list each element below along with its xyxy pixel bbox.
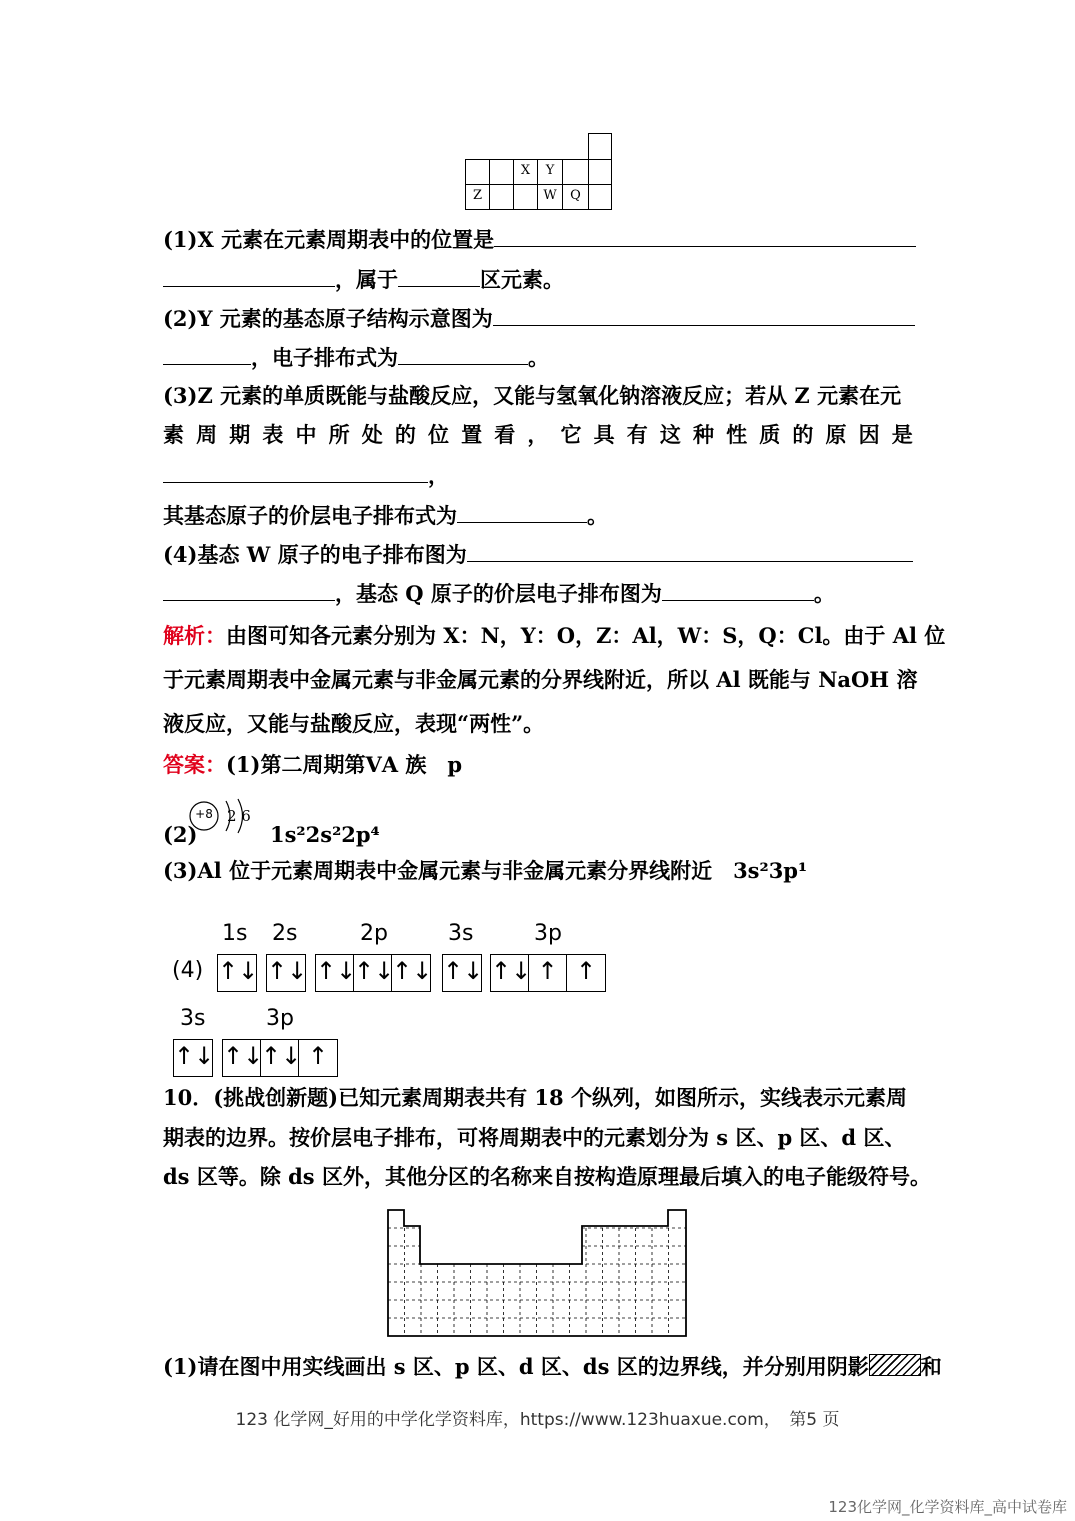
q3-line2-char: 表 [262,422,284,447]
electron-arrow-icon: ↑↓ [392,957,433,985]
orbital-label-1s: 1s [222,921,248,946]
q4-line2: ，基态 Q 原子的价层电子排布图为 。 [163,578,835,609]
answer-blank[interactable] [494,224,916,247]
answer-line1: 答案：(1)第二周期第ⅤA 族 p [163,752,463,777]
answer-blank[interactable] [398,342,528,365]
q3-line2-char: 处 [361,422,383,447]
q3-line1: (3)Z 元素的单质既能与盐酸反应，又能与氢氧化钠溶液反应；若从 Z 元素在元 [163,383,902,408]
q3-line2-char: 因 [858,422,880,447]
electron-arrow-icon: ↑↓ [174,1042,215,1070]
answer-blank[interactable] [457,500,587,523]
q3-line2-char: 期 [229,422,251,447]
q3-line2-char: 的 [792,422,814,447]
q10-sub1: (1)请在图中用实线画出 s 区、p 区、d 区、ds 区的边界线，并分别用阴影 和 [163,1354,942,1379]
analysis-line1: 解析：由图可知各元素分别为 X：N，Y：O，Z：Al，W：S，Q：Cl。由于 Al 位 [163,623,946,648]
cell-x: X [513,159,538,185]
q3-line3: ， [163,460,449,491]
q3-line2-char: 这 [659,422,681,447]
q3-line2-char: 它 [560,422,582,447]
q3-line2-char: 性 [726,422,748,447]
electron-arrow-icon: ↑↓ [354,957,395,985]
q4-line1: (4)基态 W 原子的电子排布图为 [163,539,913,570]
analysis-line2: 于元素周期表中金属元素与非金属元素的分界线附近，所以 Al 既能与 NaOH 溶 [163,667,918,692]
orbital-3p-q [222,1039,338,1077]
analysis-label: 解析： [163,624,226,648]
electron-arrow-icon: ↑↓ [267,957,308,985]
q3-line2-char: 中 [295,422,317,447]
electron-arrow-icon: ↑↓ [223,1042,264,1070]
q10-line3: ds 区等。除 ds 区外，其他分区的名称来自按构造原理最后填入的电子能级符号。 [163,1164,931,1189]
element-position-table [465,133,613,211]
electron-arrow-icon: ↑↓ [218,957,259,985]
cell-q: Q [562,184,589,210]
orbital-2p [315,954,431,992]
answer-blank[interactable] [163,460,428,483]
periodic-table-outline-diagram [386,1208,690,1338]
cell-w: W [537,184,563,210]
orbital-2s [266,954,306,992]
watermark: 123化学网_化学资料库_高中试卷库 [828,1498,1067,1516]
electron-arrow-icon: ↑↓ [443,957,484,985]
hatch-swatch [869,1354,921,1376]
oxygen-atom-structure-diagram: +8 2 6 [186,795,256,845]
q3-line4: 其基态原子的价层电子排布式为 。 [163,500,608,531]
electron-arrow-icon: ↑ [537,957,558,985]
orbital-3p [490,954,606,992]
q3-line2-char: 是 [891,422,913,447]
cell-z: Z [465,184,490,210]
q3-line2-char: 种 [693,422,714,447]
q3-line2-char: 看 [494,422,516,447]
answer-blank[interactable] [163,342,251,365]
answer-label: 答案： [163,753,226,777]
q1-line1: (1)X 元素在元素周期表中的位置是 [163,224,916,255]
orbital-3s [442,954,482,992]
electron-arrow-icon: ↑ [307,1042,329,1070]
answer-4-label: (4) [172,958,204,983]
answer-blank[interactable] [398,264,480,287]
q3-line2-char: 有 [626,422,648,447]
q3-line2-char: ， [527,422,549,447]
q3-line2-char: 具 [593,422,615,447]
page-footer: 123 化学网_好用的中学化学资料库，https://www.123huaxue.com， 第5 页 [235,1410,840,1430]
orbital-label-2s: 2s [272,921,298,946]
orbital-label-3p-q: 3p [266,1006,294,1031]
q3-line2-char: 所 [328,422,350,447]
analysis-line3: 液反应，又能与盐酸反应，表现“两性”。 [163,711,545,736]
answer-2-config: 1s²2s²2p⁴ [270,822,380,847]
cell-y: Y [537,159,563,185]
q10-line1: 10．(挑战创新题)已知元素周期表共有 18 个纵列，如图所示，实线表示元素周 [163,1085,907,1110]
answer-blank[interactable] [467,539,913,562]
q3-line2 [163,420,913,450]
q3-line2-char: 原 [825,422,847,447]
orbital-1s [217,954,257,992]
answer-blank[interactable] [163,264,335,287]
answer-blank[interactable] [662,578,814,601]
answer-line3: (3)Al 位于元素周期表中金属元素与非金属元素分界线附近 3s²3p¹ [163,858,808,883]
q1-line2: ，属于 区元素。 [163,264,564,295]
answer-2-label: (2) [163,822,198,847]
q2-line2: ，电子排布式为 。 [163,342,549,373]
q3-line2-char: 位 [428,422,449,447]
orbital-label-3s-q: 3s [180,1006,206,1031]
q3-line2-char: 的 [394,422,416,447]
answer-blank[interactable] [163,578,335,601]
q3-line2-char: 周 [196,422,218,447]
electron-arrow-icon: ↑↓ [491,957,532,985]
electron-arrow-icon: ↑ [575,957,597,985]
orbital-label-2p: 2p [360,921,388,946]
orbital-label-3p: 3p [534,921,562,946]
orbital-3s-q [173,1039,213,1077]
electron-arrow-icon: ↑↓ [316,957,357,985]
q2-line1: (2)Y 元素的基态原子结构示意图为 [163,303,915,334]
q3-line2-char: 素 [163,422,184,447]
q10-line2: 期表的边界。按价层电子排布，可将周期表中的元素划分为 s 区、p 区、d 区、 [163,1125,906,1150]
q3-line2-char: 质 [759,422,781,447]
orbital-label-3s: 3s [448,921,474,946]
electron-arrow-icon: ↑↓ [261,1042,302,1070]
answer-blank[interactable] [493,303,915,326]
q3-line2-char: 置 [461,422,483,447]
